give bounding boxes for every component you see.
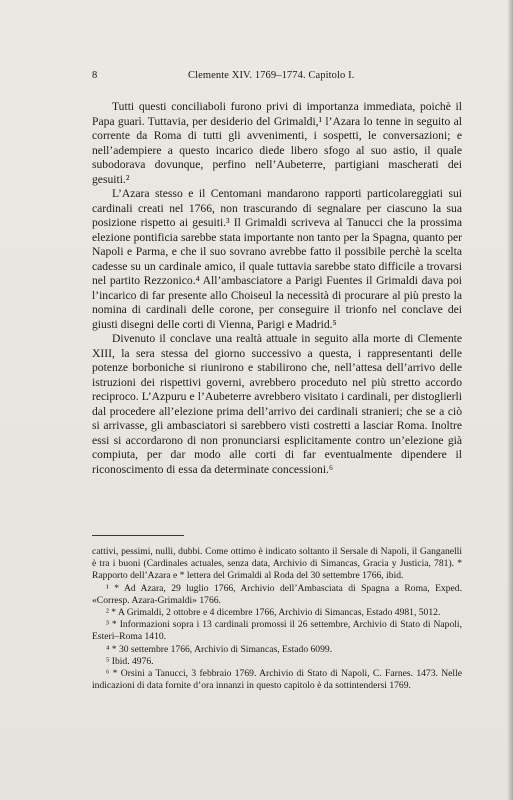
paragraph: Tutti questi conciliaboli furono privi di importanza immediata, poichè il Papa guarì. Tuttavia, per desiderio del Grimaldi,¹ l’Azara lo tenne in seguito al corrente da Roma di tutti gli avvenimenti, i sospetti, le conversazioni; e nell’adempiere a questo incarico diede libero sfogo al suo astio, il quale subodorava dovunque, perfino nell’Aubeterre, partigiani mascherati dei gesuiti.²: [92, 100, 462, 186]
main-text: [92, 100, 462, 477]
footnote: ⁵ Ibid. 4976.: [106, 655, 154, 667]
footnote: ⁶ * Orsini a Tanucci, 3 febbraio 1769. Archivio di Stato di Napoli, C. Farnes. 1473. Nelle indicazioni di data fornite d’ora innanzi in questo capitolo è da sottintendersi 1769.: [92, 668, 462, 692]
paragraph: L’Azara stesso e il Centomani mandarono rapporti particolareggiati sui cardinali creati nel 1766, non trascurando di segnalare per ciascuno la sua posizione rispetto ai gesuiti.³ Il Grimaldi scriveva al Tanucci che la prossima elezione pontificia sarebbe stata importante non tanto per la Spagna, quanto per Napoli e Parma, e che il suo sovrano avrebbe fatto il possibile perchè la scelta cadesse su un cardinale amico, il quale tuttavia sarebbe stato difficile a trovarsi nel partito Rezzonico.⁴ All’ambasciatore a Parigi Fuentes il Grimaldi dava poi l’incarico di far presente allo Choiseul la necessità di procurare al più presto la nomina di cardinali delle corone, per conseguire il trionfo nel conclave dei giusti disegni delle corti di Vienna, Parigi e Madrid.⁵: [92, 187, 462, 331]
page-edge-shadow: [507, 0, 513, 800]
page-number: 8: [92, 70, 98, 81]
paragraph: Divenuto il conclave una realtà attuale in seguito alla morte di Clemente XIII, la sera stessa del giorno successivo a questa, i rappresentanti delle potenze borboniche si riunirono e stabilirono che, nell’attesa dell’arrivo delle istruzioni dei rispettivi governi, avrebbero proceduto nel più stretto accordo reciproco. L’Azpuru e l’Aubeterre avrebbero visitato i cardinali, per distoglierli dal procedere all’elezione prima dell’arrivo dei cardinali stranieri; che se a ciò si arrivasse, gli ambasciatori si sarebbero visti costretti a lasciar Roma. Inoltre essi si accordarono di non pronunciarsi esplicitamente contro un’elezione già compiuta, per dar modo alle corti di far eventualmente dipendere il riconoscimento di essa da determinate concessioni.⁶: [92, 332, 462, 476]
running-head: Clemente XIV. 1769–1774. Capitolo I.: [188, 70, 355, 81]
footnote-separator: [92, 535, 184, 536]
footnote: ⁴ * 30 settembre 1766, Archivio di Simancas, Estado 6099.: [106, 643, 333, 655]
footnote: ³ * Informazioni sopra i 13 cardinali promossi il 26 settembre, Archivio di Stato di Napoli, Esteri–Roma 1410.: [92, 619, 462, 643]
footnote-continuation: cattivi, pessimi, nulli, dubbi. Come ottimo è indicato soltanto il Sersale di Napoli, il Ganganelli è tra i buoni (Cardinales actuales, senza data, Archivio di Simancas, Gracia y Justicia, 781). * Rapporto dell’Azara e * lettera del Grimaldi al Roda del 30 settembre 1766, ibid.: [92, 546, 462, 582]
page-header: [92, 70, 462, 84]
footnote: ¹ * Ad Azara, 29 luglio 1766, Archivio dell’Ambasciata di Spagna a Roma, Exped. «Corresp. Azara-Grimaldi» 1766.: [92, 582, 462, 606]
footnotes: [92, 546, 462, 692]
footnote: ² * A Grimaldi, 2 ottobre e 4 dicembre 1766, Archivio di Simancas, Estado 4981, 5012.: [106, 607, 441, 619]
